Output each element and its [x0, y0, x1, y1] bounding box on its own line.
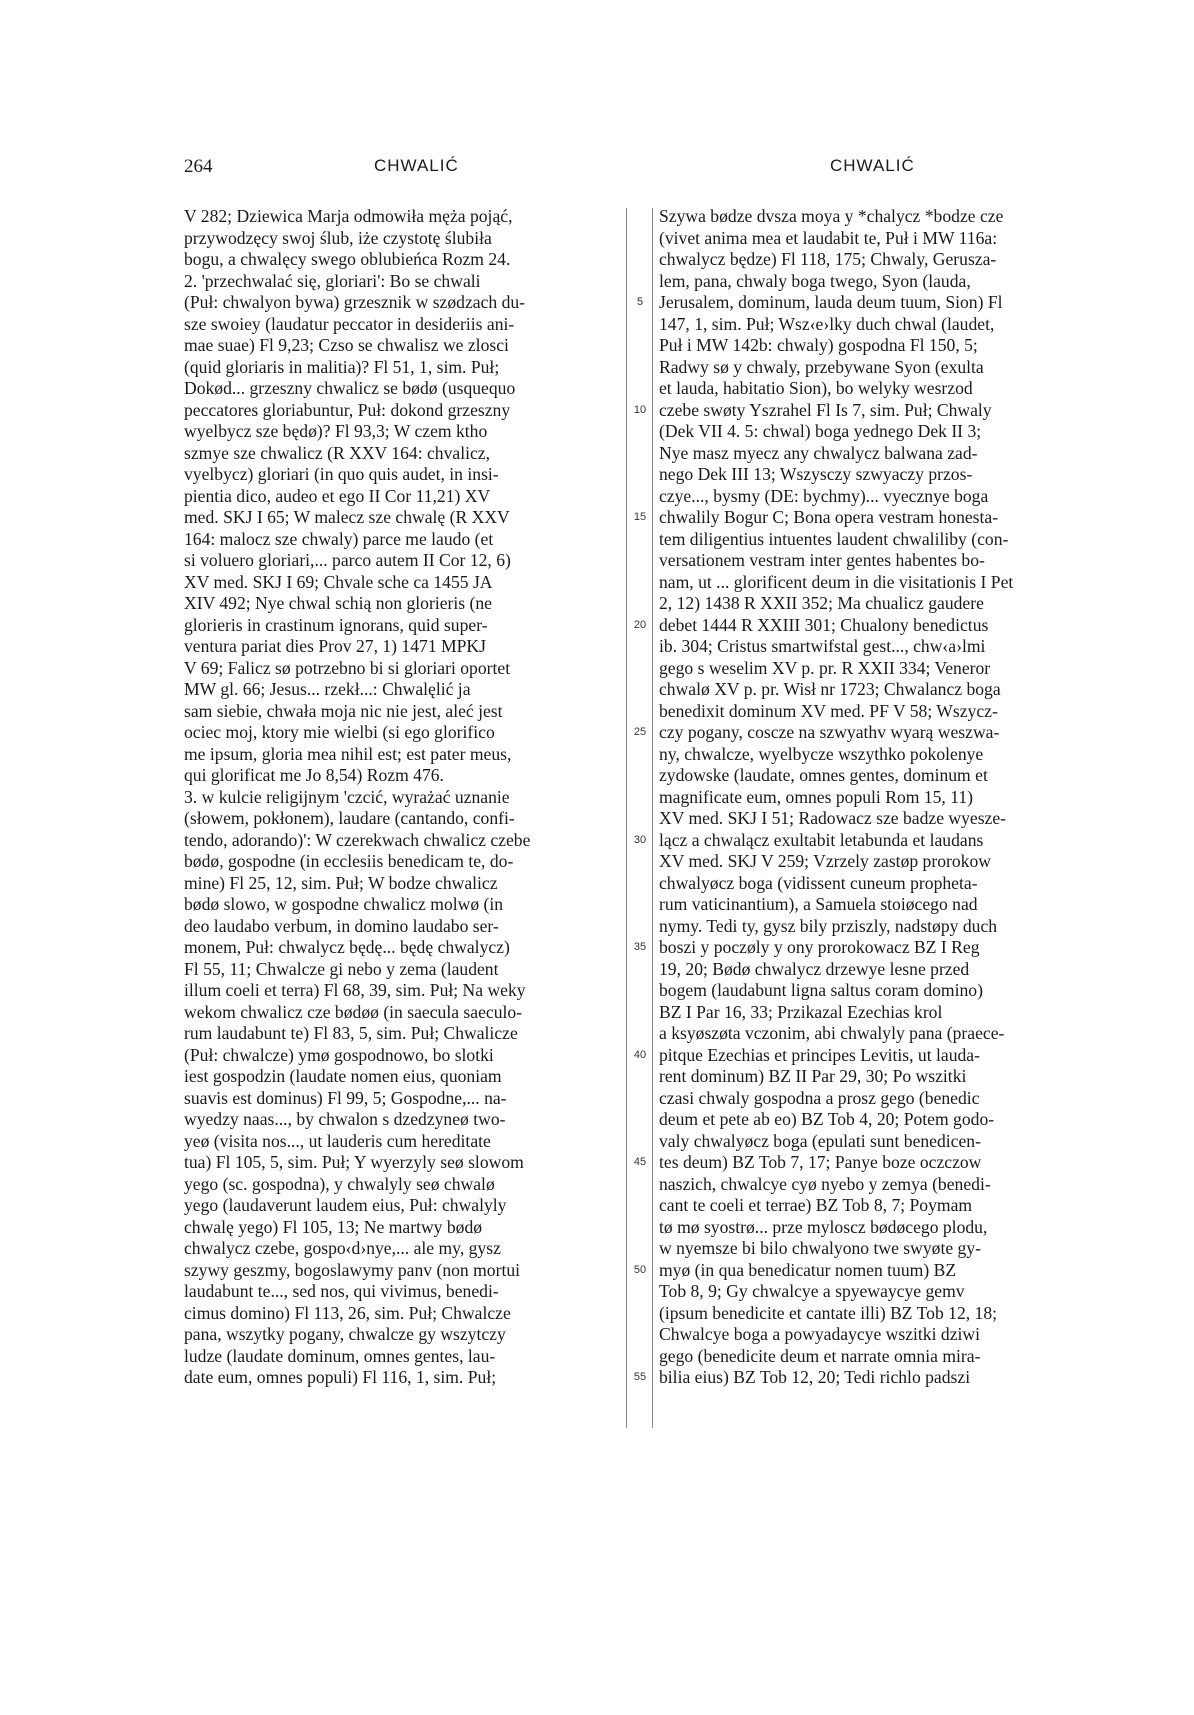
text-line: Fl 55, 11; Chwalcze gi nebo y zema (laudent	[184, 958, 499, 979]
line-number: 55	[633, 1371, 647, 1383]
text-line: chwalycz czebe, gospo‹d›nye,... ale my, gysz	[184, 1238, 501, 1258]
line-number: 50	[633, 1263, 647, 1276]
text-line: qui glorificat me Jo 8,54) Rozm 476.	[184, 765, 444, 785]
text-line: magnificate eum, omnes populi Rom 15, 11)	[659, 786, 974, 807]
text-line: ny, chwalcze, wyelbycze wszythko pokolenye	[659, 743, 984, 764]
text-line: ventura pariat dies Prov 27, 1) 1471 MPKJ	[184, 636, 486, 656]
text-line: debet 1444 R XXIII 301; Chualony benedictus	[659, 614, 989, 635]
text-line: peccatores gloriabuntur, Puł: dokond grzeszny	[184, 399, 511, 420]
text-line: monem, Puł: chwalycz będę... będę chwalycz)	[184, 937, 510, 957]
text-line: Chwalcye boga a powyadaycye wszitki dziwi	[659, 1324, 980, 1344]
line-number: 5	[636, 296, 644, 308]
text-line: rum vaticinantium), a Samuela stoiøcego nad	[659, 894, 978, 914]
text-line: 164: malocz sze chwaly) parce me laudo (et	[184, 528, 494, 549]
text-line: med. SKJ I 65; W malecz sze chwalę (R XXV	[184, 507, 510, 527]
text-line: Puł i MW 142b: chwaly) gospodna Fl 150, 5;	[659, 335, 978, 355]
text-line: tua) Fl 105, 5, sim. Puł; Y wyerzyly seø slowom	[184, 1152, 524, 1172]
text-line: czye..., bysmy (DE: bychmy)... vyecznye boga	[659, 485, 989, 506]
right-column	[659, 206, 1089, 1389]
running-header-right: CHWALIĆ	[830, 156, 915, 175]
text-line: laudabunt te..., sed nos, qui vivimus, benedi-	[184, 1281, 499, 1301]
text-line: szmye sze chwalicz (R XXV 164: chvalicz,	[184, 442, 490, 463]
text-line: cimus domino) Fl 113, 26, sim. Puł; Chwalcze	[184, 1302, 511, 1323]
text-line: bilia eius) BZ Tob 12, 20; Tedi richlo padszi	[659, 1367, 971, 1387]
text-line: BZ I Par 16, 33; Przikazal Ezechias krol	[659, 1001, 943, 1022]
text-line: XV med. SKJ I 69; Chvale sche ca 1455 JA	[184, 571, 493, 592]
text-line: wyedzy naas..., by chwalon s dzedzyneø two-	[184, 1109, 506, 1129]
column-rule-right	[652, 208, 653, 1428]
text-line: bødø, gospodne (in ecclesiis benedicam te, do-	[184, 851, 514, 871]
text-line: tendo, adorando)': W czerekwach chwalicz czebe	[184, 829, 531, 850]
text-line: cant te coeli et terrae) BZ Tob 8, 7; Poymam	[659, 1195, 973, 1215]
text-line: benedixit dominum XV med. PF V 58; Wszycz-	[659, 700, 998, 721]
text-line: pitque Ezechias et principes Levitis, ut lauda-	[659, 1044, 980, 1065]
page-number: 264	[184, 156, 213, 177]
text-line: lącz a chwalącz exultabit letabunda et laudans	[659, 829, 984, 850]
text-line: ib. 304; Cristus smartwifstal gest..., chw‹a›lmi	[659, 636, 986, 656]
text-line: chwalyøcz boga (vidissent cuneum propheta-	[659, 872, 978, 893]
text-line: w nyemsze bi bilo chwalyono twe swyøte gy-	[659, 1238, 981, 1258]
text-line: deum et pete ab eo) BZ Tob 4, 20; Potem godo-	[659, 1109, 995, 1129]
text-line: Tob 8, 9; Gy chwalcye a spyewaycye gemv	[659, 1281, 965, 1301]
text-line: Jerusalem, dominum, lauda deum tuum, Sion) Fl	[659, 292, 1003, 312]
text-line: 19, 20; Bødø chwalycz drzewye lesne przed	[659, 958, 970, 979]
text-line: wekom chwalicz cze bødøø (in saecula saeculo-	[184, 1001, 523, 1022]
text-line: boszi y poczøly y ony prorokowacz BZ I Reg	[659, 937, 980, 957]
text-line: (Puł: chwalyon bywa) grzesznik w szødzach du-	[184, 292, 526, 312]
text-line: chwalø XV p. pr. Wisł nr 1723; Chwalancz boga	[659, 679, 1001, 699]
text-line: gego s weselim XV p. pr. R XXII 334; Veneror	[659, 657, 991, 678]
text-line: myø (in qua benedicatur nomen tuum) BZ	[659, 1259, 957, 1280]
line-number: 25	[633, 726, 647, 738]
text-line: XIV 492; Nye chwal schią non glorieris (ne	[184, 593, 492, 613]
text-line: czy pogany, coscze na szwyathv wyarą weszwa-	[659, 722, 1000, 742]
text-line: wyelbycz sze będø)? Fl 93,3; W czem ktho	[184, 421, 488, 441]
text-line: nam, ut ... glorificent deum in die visitationis I Pet	[659, 571, 1014, 592]
text-line: nego Dek III 13; Wszysczy szwyaczy przos-	[659, 464, 973, 484]
line-number: 35	[633, 941, 647, 953]
text-line: yego (sc. gospodna), y chwalyly seø chwalø	[184, 1173, 495, 1194]
line-number: 10	[633, 403, 647, 416]
text-line: tø mø syostrø... prze myloscz bødøcego plodu,	[659, 1216, 988, 1237]
line-number: 15	[633, 511, 647, 523]
text-line: a ksyøszøta vczonim, abi chwalyly pana (praece-	[659, 1023, 1005, 1043]
text-line: lem, pana, chwaly boga twego, Syon (lauda,	[659, 270, 971, 291]
text-line: 147, 1, sim. Puł; Wsz‹e›lky duch chwal (laudet,	[659, 313, 995, 334]
text-line: (quid gloriaris in malitia)? Fl 51, 1, sim. Puł;	[184, 356, 500, 377]
text-line: chwalycz będze) Fl 118, 175; Chwaly, Gerusza-	[659, 249, 997, 269]
text-line: mae suae) Fl 9,23; Czso se chwalisz we zlosci	[184, 335, 509, 355]
text-line: bogu, a chwalęcy swego oblubieńca Rozm 24.	[184, 249, 511, 269]
text-line: suavis est dominus) Fl 99, 5; Gospodne,... na-	[184, 1087, 507, 1108]
text-line: V 69; Falicz sø potrzebno bi si gloriari oportet	[184, 657, 511, 678]
text-line: nymy. Tedi ty, gysz bily prziszly, nadstøpy duch	[659, 915, 998, 936]
text-line: Szywa bødze dvsza moya y *chalycz *bodze cze	[659, 206, 1004, 226]
text-line: czasi chwaly gospodna a prosz gego (benedic	[659, 1087, 980, 1108]
text-line: gego (benedicite deum et narrate omnia mira-	[659, 1345, 981, 1366]
line-number: 30	[633, 833, 647, 846]
text-line: (słowem, pokłonem), laudare (cantando, confi-	[184, 808, 515, 828]
text-line: valy chwalyøcz boga (epulati sunt benedicen-	[659, 1130, 981, 1151]
text-line: (Dek VII 4. 5: chwal) boga yednego Dek II 3;	[659, 421, 982, 441]
text-line: rent dominum) BZ II Par 29, 30; Po wszitki	[659, 1066, 967, 1086]
left-column	[184, 206, 614, 1389]
text-line: vyelbycz) gloriari (in quo quis audet, in insi-	[184, 464, 499, 484]
running-header-left: CHWALIĆ	[374, 156, 459, 175]
text-line: ociec moj, ktory mie wielbi (si ego glorifico	[184, 722, 495, 742]
text-line: illum coeli et terra) Fl 68, 39, sim. Puł; Na weky	[184, 980, 526, 1000]
text-line: si voluero gloriari,... parco autem II Cor 12, 6)	[184, 550, 511, 570]
text-line: MW gl. 66; Jesus... rzekł...: Chwalęlić ja	[184, 679, 471, 699]
text-line: XV med. SKJ I 51; Radowacz sze badze wyesze-	[659, 808, 1007, 828]
text-line: et lauda, habitatio Sion), bo welyky wesrzod	[659, 378, 973, 398]
text-line: Nye masz myecz any chwalycz balwana zad-	[659, 442, 978, 463]
text-line: (ipsum benedicite et cantate illi) BZ Tob 12, 18;	[659, 1302, 998, 1323]
text-line: sam siebie, chwała moja nic nie jest, aleć jest	[184, 700, 503, 721]
text-line: Radwy sø y chwaly, przebywane Syon (exulta	[659, 356, 984, 377]
text-line: zydowske (laudate, omnes gentes, dominum et	[659, 765, 988, 785]
line-number: 40	[633, 1048, 647, 1061]
text-line: yeø (visita nos..., ut lauderis cum hereditate	[184, 1130, 491, 1151]
text-line: czebe swøty Yszrahel Fl Is 7, sim. Puł; Chwaly	[659, 399, 992, 420]
text-line: naszich, chwalcye cyø nyebo y zemya (benedi-	[659, 1173, 991, 1194]
text-line: 2. 'przechwalać się, gloriari': Bo se chwali	[184, 270, 481, 291]
text-line: tem diligentius intuentes laudent chwaliliby (con-	[659, 528, 1009, 549]
line-number: 45	[633, 1156, 647, 1168]
text-line: 3. w kulcie religijnym 'czcić, wyrażać uznanie	[184, 786, 510, 807]
text-line: bogem (laudabunt ligna saltus coram domino)	[659, 980, 983, 1000]
text-line: date eum, omnes populi) Fl 116, 1, sim. Puł;	[184, 1367, 497, 1387]
text-line: XV med. SKJ V 259; Vzrzely zastøp prorokow	[659, 851, 991, 871]
text-line: (Puł: chwalcze) ymø gospodnowo, bo slotki	[184, 1044, 494, 1065]
text-line: glorieris in crastinum ignorans, quid super-	[184, 614, 488, 635]
text-line: Dokød... grzeszny chwalicz se bødø (usquequo	[184, 378, 516, 398]
text-line: przywodzęcy swoj ślub, iże czystotę ślubiła	[184, 227, 492, 248]
text-line: sze swoiey (laudatur peccator in desideriis ani-	[184, 313, 515, 334]
text-line: (vivet anima mea et laudabit te, Puł i MW 116a:	[659, 227, 998, 248]
line-number: 20	[633, 618, 647, 631]
text-line: 2, 12) 1438 R XXII 352; Ma chualicz gaudere	[659, 593, 984, 613]
text-line: mine) Fl 25, 12, sim. Puł; W bodze chwalicz	[184, 872, 498, 893]
text-line: yego (laudaverunt laudem eius, Puł: chwalyly	[184, 1195, 507, 1215]
text-line: pana, wszytky pogany, chwalcze gy wszytczy	[184, 1324, 506, 1344]
text-line: rum laudabunt te) Fl 83, 5, sim. Puł; Chwalicze	[184, 1023, 518, 1043]
text-line: deo laudabo verbum, in domino laudabo ser-	[184, 915, 499, 936]
text-line: chwalily Bogur C; Bona opera vestram honesta-	[659, 507, 999, 527]
text-line: me ipsum, gloria mea nihil est; est pater meus,	[184, 743, 512, 764]
text-line: bødø slowo, w gospodne chwalicz molwø (in	[184, 894, 504, 914]
column-rule-left	[626, 208, 627, 1428]
text-line: chwalę yego) Fl 105, 13; Ne martwy bødø	[184, 1216, 483, 1237]
text-line: szywy geszmy, bogoslawymy panv (non mortui	[184, 1259, 521, 1280]
text-line: versationem vestram inter gentes habentes bo-	[659, 550, 985, 570]
text-line: tes deum) BZ Tob 7, 17; Panye boze oczczow	[659, 1152, 982, 1172]
text-line: iest gospodzin (laudate nomen eius, quoniam	[184, 1066, 502, 1086]
text-line: pientia dico, audeo et ego II Cor 11,21) XV	[184, 485, 491, 506]
text-line: ludze (laudate dominum, omnes gentes, lau-	[184, 1345, 496, 1366]
text-line: V 282; Dziewica Marja odmowiła męża pojąć,	[184, 206, 513, 226]
